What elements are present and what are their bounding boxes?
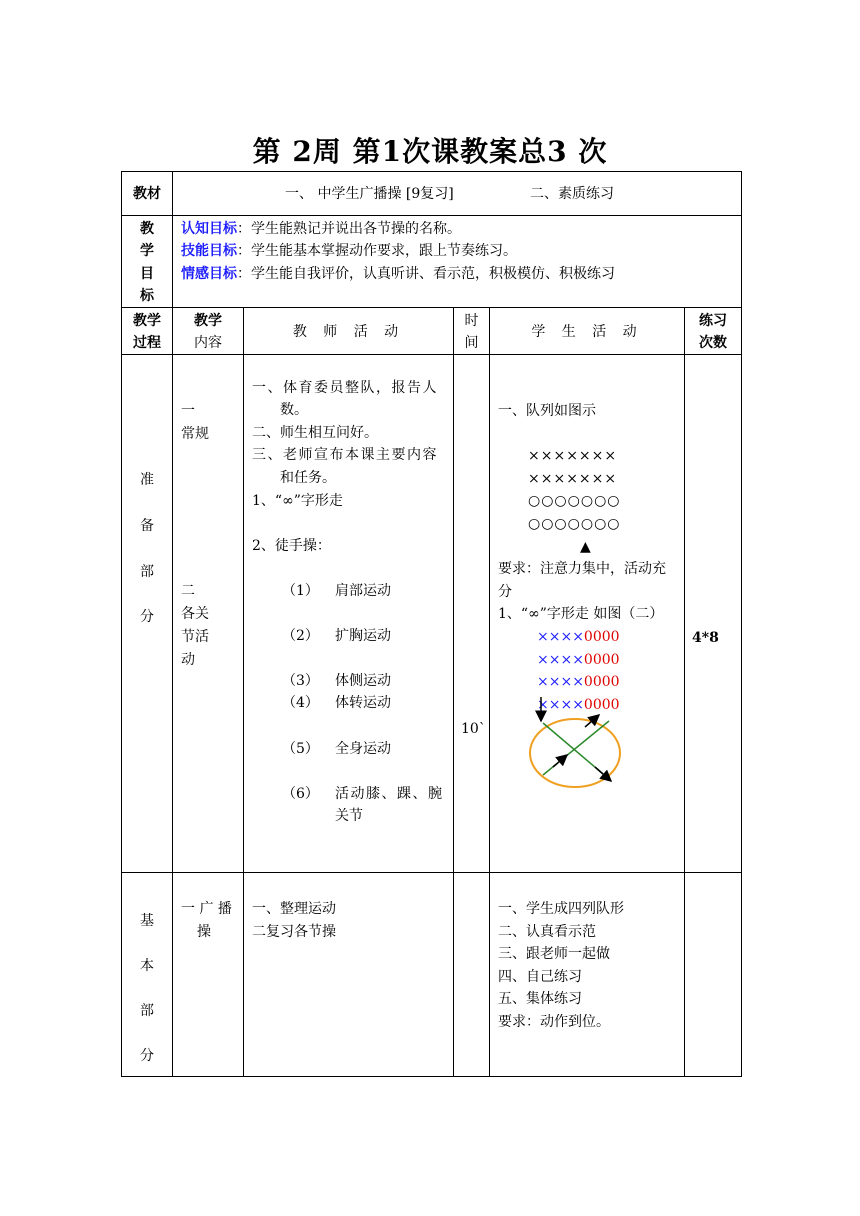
goal-emotion-label: 情感目标 (181, 266, 237, 282)
goals-label-char: 标 (140, 288, 154, 304)
col-border-content (243, 307, 244, 1077)
page-title: 第 2周 第1次课教案总3 次 (252, 135, 608, 168)
col-border-right (741, 171, 742, 1077)
prep-content-2-num: 二 (181, 583, 195, 599)
prep-phase-char: 部 (140, 564, 154, 580)
grid-row-x: ×××× (537, 674, 584, 690)
basic-student-item: 要求：动作到位。 (498, 1014, 610, 1030)
basic-student-item: 五、集体练习 (498, 991, 582, 1007)
grid-row-x: ×××× (537, 629, 584, 645)
row-border-basic (121, 872, 742, 873)
exercise-num: （2） (282, 628, 319, 644)
prep-content-2-line2: 节活 (181, 629, 209, 645)
goal-emotion-text: ：学生能自我评价，认真听讲、看示范，积极模仿、积极练习 (237, 266, 615, 282)
basic-content-b: 操 (197, 924, 211, 940)
goal-skill-label: 技能目标 (181, 243, 237, 259)
grid-row (537, 671, 620, 693)
header-reps-2: 次数 (699, 335, 727, 351)
prep-time: 10` (461, 721, 486, 737)
row-border-top (121, 171, 742, 172)
exercise-name: 体转运动 (335, 695, 391, 711)
grid-row-o: 0000 (583, 674, 620, 690)
goal-skill-text: ：学生能基本掌握动作要求，跟上节奏练习。 (237, 243, 517, 259)
exercise-num: （4） (282, 695, 319, 711)
prep-phase-char: 分 (140, 609, 154, 625)
basic-content-a: 一 广 播 (181, 901, 232, 917)
prep-reps: 4*8 (692, 630, 719, 646)
prep-phase-char: 备 (140, 518, 154, 534)
exercise-num: （1） (282, 583, 319, 599)
formation-row: ○○○○○○○ (528, 516, 621, 532)
header-student: 学 生 活 动 (531, 324, 643, 340)
header-content-1: 教学 (194, 313, 222, 329)
figure-eight-diagram (525, 695, 625, 795)
basic-phase-char: 部 (140, 1003, 154, 1019)
header-teacher: 教 师 活 动 (292, 324, 405, 340)
goals-label-char: 教 (140, 221, 154, 237)
header-process-2: 过程 (133, 335, 161, 351)
row-border-header (121, 307, 742, 308)
prep-teacher-1b: 数。 (280, 402, 308, 418)
header-time-2: 间 (464, 335, 479, 351)
prep-phase-char: 准 (140, 472, 154, 488)
grid-row (537, 626, 620, 648)
header-process-1: 教学 (133, 313, 161, 329)
formation-row: ××××××× (528, 471, 618, 487)
goal-emotion (181, 263, 615, 285)
goal-cognitive-label: 认知目标 (181, 221, 237, 237)
col-border-time (489, 307, 490, 1077)
prep-student-walk: 1、“∞”字形走 如图（二） (498, 606, 664, 622)
exercise-name: 活动膝、踝、腕 (335, 786, 444, 802)
prep-teacher-4: 1、“∞”字形走 (252, 493, 343, 509)
prep-teacher-3b: 和任务。 (280, 470, 336, 486)
prep-content-2-line1: 各关 (181, 606, 209, 622)
prep-student-req-b: 分 (498, 584, 512, 600)
goal-skill (181, 240, 517, 262)
basic-student-item: 一、学生成四列队形 (498, 901, 624, 917)
material-label: 教材 (133, 186, 161, 202)
col-border-student (684, 307, 685, 1077)
basic-phase-char: 分 (140, 1048, 154, 1064)
header-content-2: 内容 (194, 335, 222, 351)
prep-content-1-num: 一 (181, 403, 195, 419)
prep-teacher-1a: 一、体育委员整队，报告人 (252, 380, 438, 396)
prep-content-1-name: 常规 (181, 426, 209, 442)
exercise-num: （5） (282, 741, 319, 757)
goal-cognitive (181, 218, 461, 240)
prep-teacher-3a: 三、老师宣布本课主要内容 (252, 447, 438, 463)
prep-teacher-5: 2、徒手操： (252, 538, 331, 554)
row-border-bottom (121, 1076, 742, 1077)
exercise-name: 全身运动 (335, 741, 391, 757)
basic-student-item: 二、认真看示范 (498, 924, 596, 940)
goals-label-char: 目 (140, 266, 154, 282)
grid-row-o: 0000 (583, 652, 620, 668)
prep-student-1: 一、队列如图示 (498, 403, 596, 419)
goal-cognitive-text: ：学生能熟记并说出各节操的名称。 (237, 221, 461, 237)
grid-row-o: 0000 (583, 697, 620, 713)
header-time-1: 时 (464, 313, 479, 329)
exercise-name: 扩胸运动 (335, 628, 391, 644)
row-border-goals (121, 215, 742, 216)
grid-row-o: 0000 (583, 629, 620, 645)
exercise-name: 体侧运动 (335, 673, 391, 689)
exercise-name-cont: 关节 (335, 808, 363, 824)
basic-student-item: 三、跟老师一起做 (498, 946, 610, 962)
arrow-lower-left (553, 755, 567, 767)
grid-row-x: ×××× (537, 652, 584, 668)
col-border-process (172, 171, 173, 1077)
exercise-name: 肩部运动 (335, 583, 391, 599)
exercise-num: （3） (282, 673, 319, 689)
grid-row (537, 649, 620, 671)
basic-phase-char: 本 (140, 958, 154, 974)
basic-teacher-1: 一、整理运动 (252, 901, 336, 917)
teacher-triangle-icon: ▲ (580, 539, 591, 555)
material-item-2: 二、素质练习 (530, 186, 614, 202)
basic-student-item: 四、自己练习 (498, 969, 582, 985)
prep-teacher-2: 二、师生相互问好。 (252, 425, 378, 441)
exercise-num: （6） (282, 786, 319, 802)
col-border-teacher (453, 307, 454, 1077)
formation-row: ××××××× (528, 448, 618, 464)
goals-label-char: 学 (140, 243, 154, 259)
grid-row-x: ×××× (537, 697, 584, 713)
basic-phase-char: 基 (140, 913, 154, 929)
prep-student-req-a: 要求：注意力集中，活动充 (498, 561, 666, 577)
formation-row: ○○○○○○○ (528, 493, 621, 509)
header-reps-1: 练习 (699, 313, 727, 329)
material-item-1: 一、 中学生广播操 [9复习] (285, 186, 454, 202)
cross-line-2 (543, 721, 609, 775)
row-border-prep (121, 354, 742, 355)
prep-content-2-line3: 动 (181, 652, 195, 668)
basic-teacher-2: 二复习各节操 (252, 924, 336, 940)
